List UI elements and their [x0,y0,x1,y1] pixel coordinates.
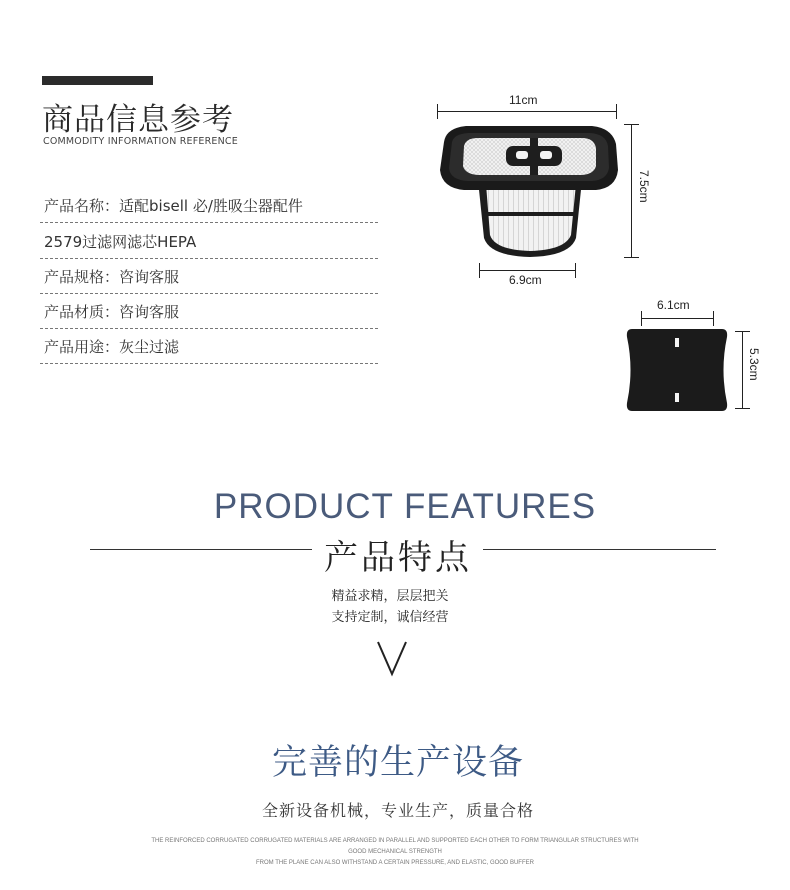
features-tagline-2: 支持定制，诚信经营 [331,610,449,625]
fine-print-2: GOOD MECHANICAL STRENGTH [348,849,442,855]
dim-tick [735,331,750,332]
hepa-filter-image [436,120,622,260]
dim-tick [735,408,750,409]
features-title-en: PRODUCT FEATURES [213,487,597,526]
info-row-material: 产品材质：咨询客服 [40,292,378,329]
dim-tick [624,124,639,125]
chevron-down-icon [376,640,408,678]
features-tagline-1: 精益求精，层层把关 [331,589,449,604]
dim-tick [575,263,576,278]
info-row-name: 产品名称：适配bisell 必/胜吸尘器配件 [40,186,378,223]
dim-label-filter-width: 11cm [509,93,538,107]
info-row-usage: 产品用途：灰尘过滤 [40,327,378,364]
equipment-title: 完善的生产设备 [271,743,524,783]
dim-tick [479,263,480,278]
dim-label-pad-width: 6.1cm [657,298,690,312]
dim-label-pad-height: 5.3cm [747,348,761,381]
dim-tick [624,257,639,258]
dim-tick [713,311,714,326]
dim-line-right [631,124,632,258]
fine-print-1: THE REINFORCED CORRUGATED CORRUGATED MATERIALS ARE ARRANGED IN PARALLEL AND SUPPORTED EACH OTHER TO FORM TRIANGULAR STRUCTURES WITH [151,838,639,844]
dim-tick [641,311,642,326]
info-row-model: 2579过滤网滤芯HEPA [40,222,378,259]
features-title-cn: 产品特点 [324,538,472,578]
dim-label-filter-bottom: 6.9cm [509,273,542,287]
header-accent-bar [42,76,153,85]
dim-label-filter-height: 7.5cm [637,170,651,203]
dim-tick [616,104,617,119]
equipment-subtitle: 全新设备机械，专业生产，质量合格 [261,801,534,820]
dim-tick [437,104,438,119]
dim-line-bottom [479,270,576,271]
dim-line-top [438,111,617,112]
foam-pad-image [626,329,728,411]
page-title: 商品信息参考 [42,102,234,138]
fine-print-3: FROM THE PLANE CAN ALSO WITHSTAND A CERTAIN PRESSURE, AND ELASTIC, GOOD BUFFER [256,860,534,866]
page-subtitle: COMMODITY INFORMATION REFERENCE [43,136,238,147]
info-row-spec: 产品规格：咨询客服 [40,257,378,294]
dim-line-pad-top [641,318,714,319]
dim-line-pad-right [742,331,743,409]
